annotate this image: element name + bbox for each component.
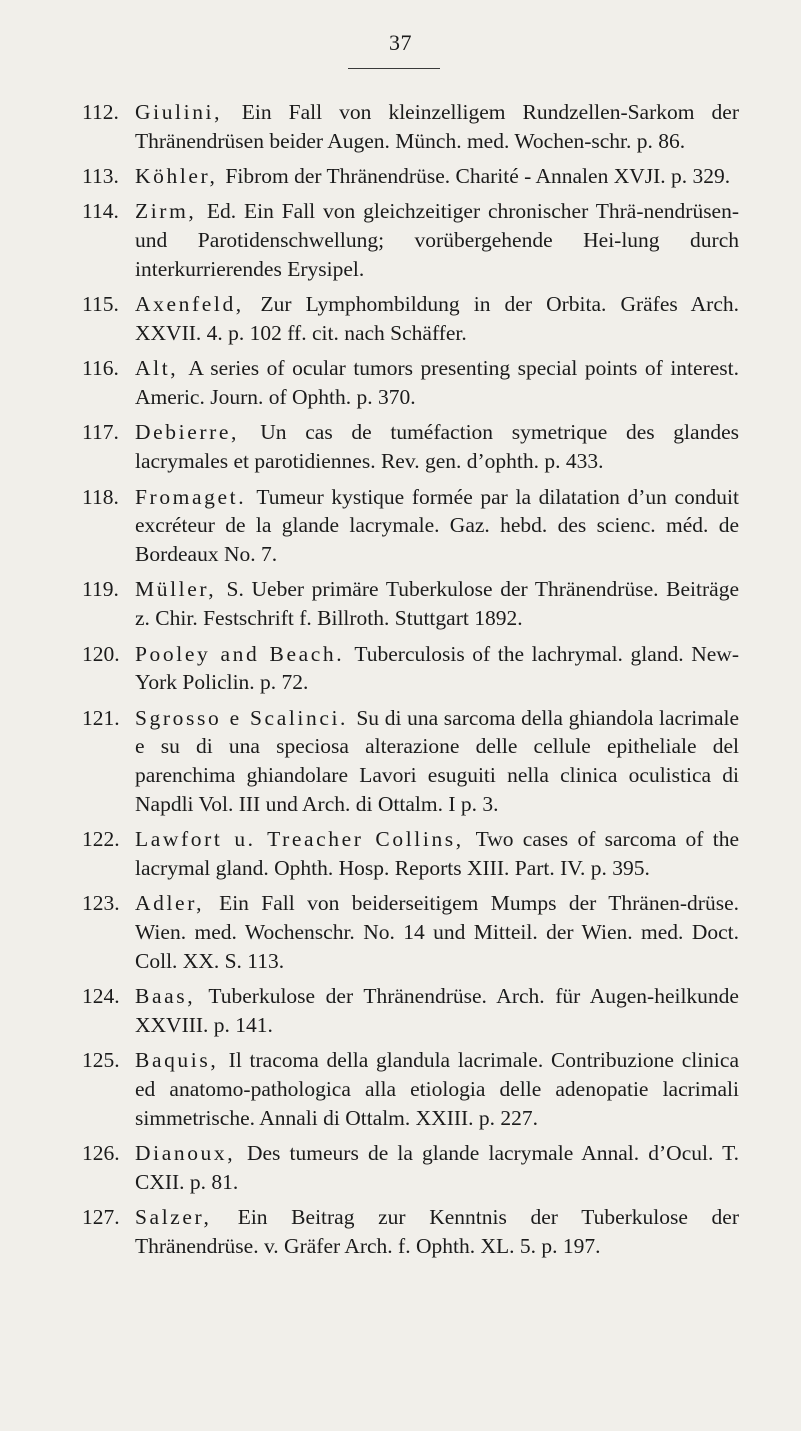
reference-number: 115.: [82, 292, 119, 317]
reference-text: Two cases of sarcoma of the lacrymal gland. Ophth. Hosp. Reports XIII. Part. IV. p. 395.: [135, 827, 739, 881]
reference-text: Ein Fall von beiderseitigem Mumps der Thränen-drüse. Wien. med. Wochenschr. No. 14 und Mitteil. der Wien. med. Doct. Coll. XX. S. 113.: [135, 891, 740, 974]
reference-author: Köhler,: [135, 164, 226, 189]
reference-author: Pooley and Beach.: [135, 641, 355, 666]
page-number-rule: [348, 68, 440, 69]
reference-list: [0, 98, 801, 1267]
reference-number: 126.: [82, 1141, 120, 1166]
reference-number: 118.: [82, 484, 119, 509]
reference-text: Ein Beitrag zur Kenntnis der Tuberkulose der Thränendrüse. v. Gräfer Arch. f. Ophth. XL. 5. p. 197.: [135, 1205, 739, 1259]
reference-author: Giulini,: [135, 100, 242, 124]
reference-author: Alt,: [135, 356, 189, 381]
reference-author: Salzer,: [135, 1205, 238, 1230]
reference-number: 125.: [82, 1048, 120, 1073]
reference-item: [0, 825, 801, 883]
reference-text: Tuberculosis of the lachrymal. gland. New-York Policlin. p. 72.: [135, 641, 739, 695]
reference-item: [0, 640, 801, 698]
reference-item: [0, 575, 801, 633]
reference-number: 122.: [82, 827, 120, 852]
reference-item: [0, 290, 801, 348]
reference-item: [0, 418, 801, 476]
reference-text: A series of ocular tumors presenting special points of interest. Americ. Journ. of Ophth. p. 370.: [135, 356, 739, 410]
reference-number: 120.: [82, 641, 120, 666]
reference-item: [0, 162, 801, 191]
reference-text: Fibrom der Thränendrüse. Charité - Annalen XVJI. p. 329.: [225, 164, 731, 189]
reference-number: 114.: [82, 199, 119, 224]
reference-author: Sgrosso e Scalinci.: [135, 705, 357, 730]
reference-text: Tumeur kystique formée par la dilatation d’un conduit excréteur de la glande lacrymale. Gaz. hebd. des scienc. méd. de Bordeaux No. 7.: [135, 484, 740, 567]
reference-item: [0, 982, 801, 1040]
reference-item: [0, 1046, 801, 1132]
reference-item: [0, 1203, 801, 1261]
reference-author: Baas,: [135, 984, 209, 1009]
reference-number: 112.: [82, 100, 119, 124]
reference-text: Ein Fall von kleinzelligem Rundzellen-Sarkom der Thränendrüsen beider Augen. Münch. med. Wochen-schr. p. 86.: [135, 100, 739, 153]
reference-text: Un cas de tuméfaction symetrique des glandes lacrymales et parotidiennes. Rev. gen. d’ophth. p. 433.: [135, 420, 739, 474]
reference-text: Su di una sarcoma della ghiandola lacrimale e su di una speciosa alterazione delle cellule epitheliale del parenchima ghiandolare Lavori esuguiti nella clinica oculistica di Napdli Vol. III und Arch. di Ottalm. I p. 3.: [135, 705, 740, 817]
reference-number: 127.: [82, 1205, 120, 1230]
reference-author: Fromaget.: [135, 484, 257, 509]
reference-author: Zirm,: [135, 199, 207, 224]
reference-number: 113.: [82, 164, 119, 189]
reference-item: [0, 483, 801, 569]
reference-number: 117.: [82, 420, 119, 445]
reference-item: [0, 1139, 801, 1197]
reference-item: [0, 98, 801, 156]
reference-author: Axenfeld,: [135, 292, 261, 317]
reference-number: 119.: [82, 577, 119, 602]
reference-author: Dianoux,: [135, 1141, 247, 1166]
reference-text: S. Ueber primäre Tuberkulose der Thränendrüse. Beiträge z. Chir. Festschrift f. Billroth. Stuttgart 1892.: [135, 577, 739, 631]
reference-author: Adler,: [135, 891, 220, 916]
reference-number: 124.: [82, 984, 120, 1009]
reference-author: Baquis,: [135, 1048, 229, 1073]
reference-item: [0, 354, 801, 412]
reference-author: Debierre,: [135, 420, 261, 445]
reference-item: [0, 704, 801, 819]
reference-number: 121.: [82, 705, 120, 730]
reference-text: Ed. Ein Fall von gleichzeitiger chronischer Thrä-nendrüsen- und Parotidenschwellung; vorübergehende Hei-lung durch interkurrierendes Erysipel.: [135, 199, 740, 281]
reference-item: [0, 889, 801, 975]
reference-author: Lawfort u. Treacher Collins,: [135, 827, 476, 852]
reference-text: Il tracoma della glandula lacrimale. Contribuzione clinica ed anatomo-pathologica alla etiologia delle adenopatie lacrimali simmetrische. Annali di Ottalm. XXIII. p. 227.: [135, 1048, 739, 1130]
reference-item: [0, 197, 801, 283]
reference-text: Tuberkulose der Thränendrüse. Arch. für Augen-heilkunde XXVIII. p. 141.: [135, 984, 739, 1038]
reference-number: 116.: [82, 356, 119, 381]
reference-author: Müller,: [135, 577, 227, 602]
page-number: 37: [389, 30, 412, 55]
reference-text: Des tumeurs de la glande lacrymale Annal. d’Ocul. T. CXII. p. 81.: [135, 1141, 739, 1195]
reference-text: Zur Lymphombildung in der Orbita. Gräfes Arch. XXVII. 4. p. 102 ff. cit. nach Schäffer.: [135, 292, 739, 346]
reference-number: 123.: [82, 891, 120, 916]
